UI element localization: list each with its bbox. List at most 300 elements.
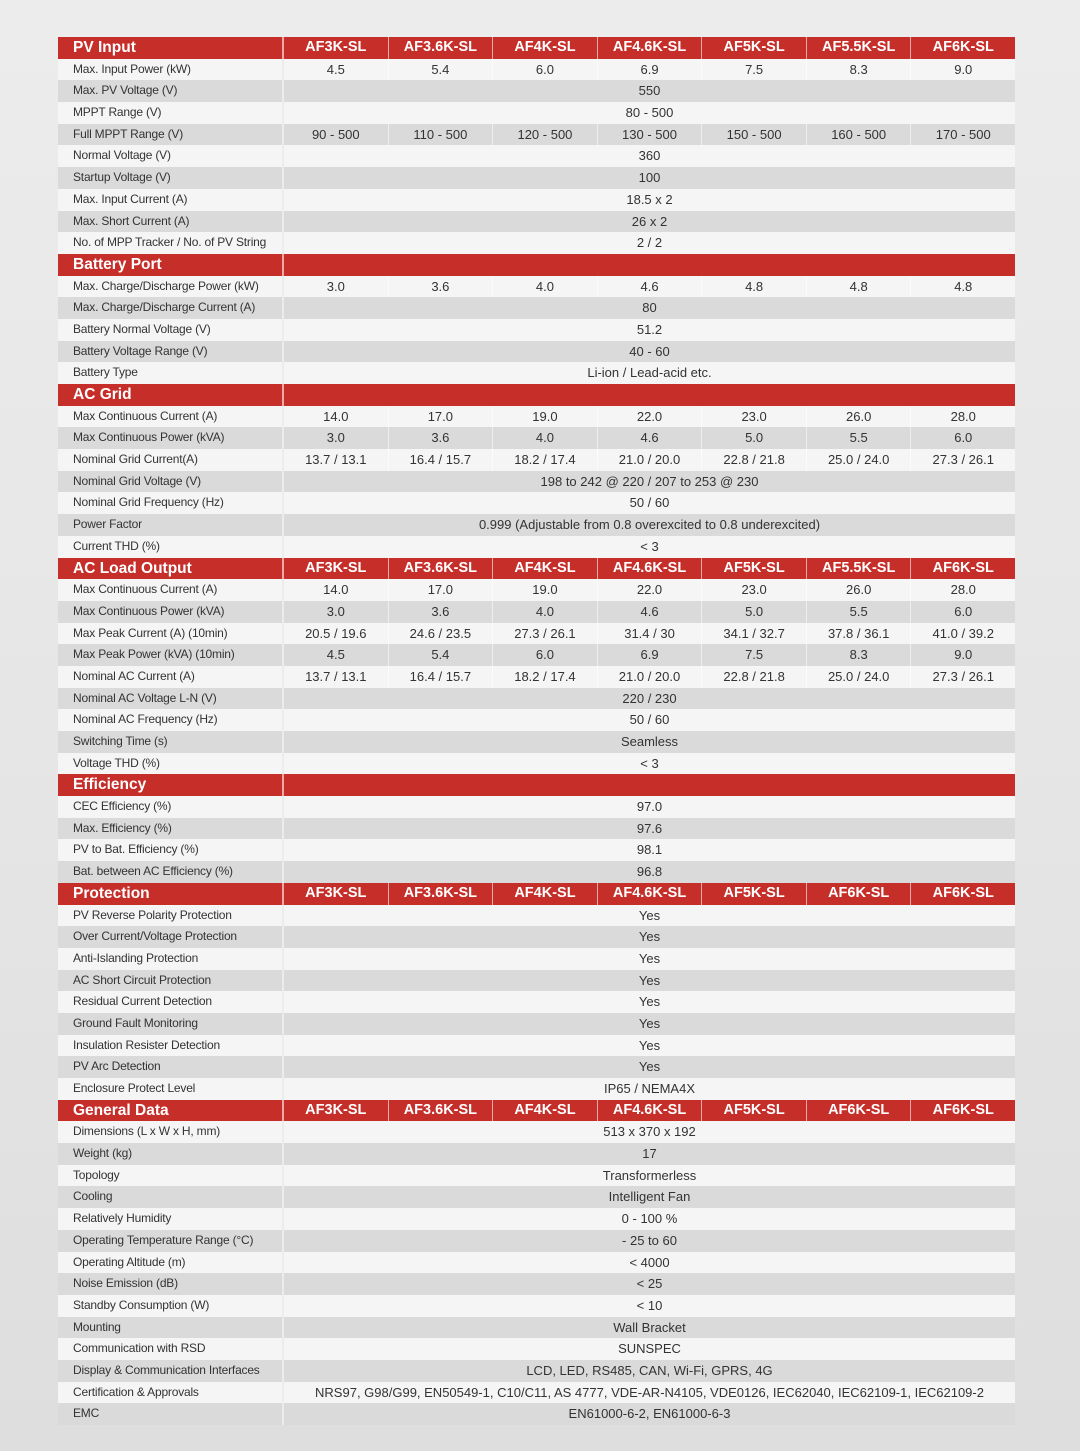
value-cell: 37.8 / 36.1 (807, 623, 912, 645)
shared-value: 40 - 60 (629, 343, 670, 359)
table-row (58, 796, 1015, 818)
table-row (58, 1078, 1015, 1100)
row-values (284, 145, 1015, 167)
value-cell: 18.2 / 17.4 (493, 666, 598, 688)
row-label: Max. Charge/Discharge Current (A) (58, 297, 284, 319)
value-cell: 120 - 500 (493, 124, 598, 146)
shared-value: 96.8 (636, 864, 663, 880)
model-header-cells (284, 384, 1015, 406)
row-label: Over Current/Voltage Protection (58, 926, 284, 948)
row-label: Nominal AC Current (A) (58, 666, 284, 688)
shared-value: LCD, LED, RS485, CAN, Wi-Fi, GPRS, 4G (526, 1362, 773, 1378)
value-cell: 22.0 (598, 406, 703, 428)
shared-value: < 25 (636, 1276, 663, 1292)
value-cell: 6.9 (598, 644, 703, 666)
row-label: EMC (58, 1403, 284, 1425)
table-row (58, 926, 1015, 948)
model-header-cells (284, 774, 1015, 796)
row-label: Relatively Humidity (58, 1208, 284, 1230)
value-cell: 4.5 (284, 59, 389, 81)
shared-value: 97.6 (636, 820, 663, 836)
value-cell: 4.8 (807, 276, 912, 298)
row-values (284, 839, 1015, 861)
value-cell: 34.1 / 32.7 (702, 623, 807, 645)
table-row (58, 1013, 1015, 1035)
row-label: Battery Type (58, 362, 284, 384)
shared-value: NRS97, G98/G99, EN50549-1, C10/C11, AS 4777, VDE-AR-N4105, VDE0126, IEC62040, IEC62109-1, IEC62109-2 (315, 1384, 984, 1400)
value-cell: 5.4 (389, 59, 494, 81)
row-label: PV Arc Detection (58, 1056, 284, 1078)
row-label: Nominal AC Frequency (Hz) (58, 709, 284, 731)
shared-value: 0 - 100 % (621, 1211, 678, 1227)
table-row (58, 1360, 1015, 1382)
value-cell: 150 - 500 (702, 124, 807, 146)
table-row (58, 189, 1015, 211)
value-cell: 4.6 (598, 601, 703, 623)
row-values (284, 492, 1015, 514)
row-values (284, 666, 1015, 688)
row-label: Normal Voltage (V) (58, 145, 284, 167)
model-name: AF5.5K-SL (807, 558, 912, 580)
row-values (284, 1121, 1015, 1143)
value-cell: 22.0 (598, 579, 703, 601)
table-row (58, 124, 1015, 146)
section-battery-port (58, 254, 1015, 384)
value-cell: 41.0 / 39.2 (932, 625, 994, 641)
model-name: AF6K-SL (807, 883, 912, 905)
table-row (58, 1403, 1015, 1425)
value-cell: 6.0 (954, 603, 973, 619)
row-label: Bat. between AC Efficiency (%) (58, 861, 284, 883)
row-label: Max Continuous Current (A) (58, 579, 284, 601)
section-general-data (58, 1100, 1015, 1425)
section-header (58, 774, 1015, 796)
section-title: Battery Port (58, 254, 284, 276)
value-cell: 170 - 500 (935, 126, 991, 142)
value-cell: 90 - 500 (284, 124, 389, 146)
shared-value: < 10 (636, 1297, 663, 1313)
table-row (58, 644, 1015, 666)
row-values (284, 1382, 1015, 1404)
section-title: PV Input (58, 37, 284, 59)
value-cell: 3.0 (284, 427, 389, 449)
model-name: AF4.6K-SL (598, 37, 703, 59)
row-label: Dimensions (L x W x H, mm) (58, 1121, 284, 1143)
shared-value: 98.1 (636, 842, 663, 858)
row-values (284, 449, 1015, 471)
model-header-cells (284, 37, 1015, 59)
value-cell: 4.0 (493, 276, 598, 298)
table-row (58, 666, 1015, 688)
table-row (58, 861, 1015, 883)
section-title: Protection (58, 883, 284, 905)
shared-value: 80 - 500 (625, 105, 674, 121)
row-label: Nominal AC Voltage L-N (V) (58, 688, 284, 710)
row-label: AC Short Circuit Protection (58, 970, 284, 992)
table-row (58, 427, 1015, 449)
row-values (284, 514, 1015, 536)
table-row (58, 1273, 1015, 1295)
value-cell: 28.0 (950, 408, 976, 424)
value-cell: 22.8 / 21.8 (702, 666, 807, 688)
value-cell: 6.0 (493, 644, 598, 666)
value-cell: 22.8 / 21.8 (702, 449, 807, 471)
row-label: Display & Communication Interfaces (58, 1360, 284, 1382)
section-title: AC Load Output (58, 558, 284, 580)
row-label: Certification & Approvals (58, 1382, 284, 1404)
table-row (58, 601, 1015, 623)
value-cell: 27.3 / 26.1 (932, 452, 994, 468)
row-label: Nominal Grid Frequency (Hz) (58, 492, 284, 514)
section-header (58, 1100, 1015, 1122)
shared-value: < 3 (640, 538, 659, 554)
row-values (284, 406, 1015, 428)
shared-value: Yes (638, 950, 661, 966)
table-row (58, 102, 1015, 124)
row-label: Mounting (58, 1317, 284, 1339)
model-name: AF5K-SL (702, 37, 807, 59)
value-cell: 14.0 (284, 579, 389, 601)
row-values (284, 1317, 1015, 1339)
table-row (58, 688, 1015, 710)
table-row (58, 991, 1015, 1013)
table-row (58, 1056, 1015, 1078)
model-name: AF4K-SL (493, 883, 598, 905)
row-label: Weight (kg) (58, 1143, 284, 1165)
row-label: Insulation Resister Detection (58, 1035, 284, 1057)
row-values (284, 1035, 1015, 1057)
value-cell: 8.3 (807, 644, 912, 666)
row-values (284, 102, 1015, 124)
value-cell: 160 - 500 (807, 124, 912, 146)
model-name: AF6K-SL (932, 39, 994, 55)
shared-value: Yes (638, 1015, 661, 1031)
row-values (284, 1360, 1015, 1382)
table-row (58, 59, 1015, 81)
shared-value: 51.2 (636, 321, 663, 337)
model-name: AF4.6K-SL (598, 1100, 703, 1122)
row-values (284, 970, 1015, 992)
table-row (58, 1382, 1015, 1404)
row-values (284, 796, 1015, 818)
model-header-cells (284, 1100, 1015, 1122)
section-header (58, 384, 1015, 406)
row-values (284, 623, 1015, 645)
value-cell: 16.4 / 15.7 (389, 666, 494, 688)
table-row (58, 1143, 1015, 1165)
row-values (284, 1273, 1015, 1295)
value-cell: 20.5 / 19.6 (284, 623, 389, 645)
value-cell: 23.0 (702, 406, 807, 428)
model-name: AF5K-SL (702, 883, 807, 905)
shared-value: < 3 (640, 755, 659, 771)
row-values (284, 297, 1015, 319)
row-label: Max. Efficiency (%) (58, 818, 284, 840)
shared-value: 0.999 (Adjustable from 0.8 overexcited to 0.8 underexcited) (478, 517, 821, 533)
value-cell: 26.0 (807, 579, 912, 601)
row-label: Max. Input Current (A) (58, 189, 284, 211)
section-header (58, 883, 1015, 905)
row-values (284, 926, 1015, 948)
model-name: AF3.6K-SL (389, 37, 494, 59)
table-row (58, 1165, 1015, 1187)
shared-value: Li-ion / Lead-acid etc. (587, 365, 712, 381)
model-name: AF3.6K-SL (389, 558, 494, 580)
value-cell: 21.0 / 20.0 (598, 449, 703, 471)
model-name: AF4.6K-SL (598, 558, 703, 580)
table-row (58, 492, 1015, 514)
model-name: AF5K-SL (702, 1100, 807, 1122)
row-values (284, 861, 1015, 883)
row-values (284, 59, 1015, 81)
value-cell: 5.5 (807, 427, 912, 449)
table-row (58, 1252, 1015, 1274)
shared-value: 50 / 60 (629, 495, 670, 511)
shared-value: 100 (638, 170, 661, 186)
row-values (284, 991, 1015, 1013)
section-header (58, 37, 1015, 59)
row-values (284, 211, 1015, 233)
table-row (58, 1295, 1015, 1317)
row-label: Startup Voltage (V) (58, 167, 284, 189)
shared-value: IP65 / NEMA4X (603, 1081, 696, 1096)
row-label: Max Peak Current (A) (10min) (58, 623, 284, 645)
value-cell: 26.0 (807, 406, 912, 428)
row-values (284, 189, 1015, 211)
row-values (284, 579, 1015, 601)
shared-value: 198 to 242 @ 220 / 207 to 253 @ 230 (540, 473, 759, 489)
value-cell: 3.6 (389, 276, 494, 298)
model-name: AF5.5K-SL (807, 37, 912, 59)
table-row (58, 514, 1015, 536)
table-row (58, 1186, 1015, 1208)
spec-table (58, 37, 1015, 1425)
shared-value: 220 / 230 (622, 690, 677, 706)
row-values (284, 688, 1015, 710)
table-row (58, 818, 1015, 840)
table-row (58, 276, 1015, 298)
model-name: AF4.6K-SL (598, 883, 703, 905)
row-values (284, 1078, 1015, 1100)
shared-value: < 4000 (629, 1254, 670, 1270)
table-row (58, 536, 1015, 558)
table-row (58, 319, 1015, 341)
table-row (58, 905, 1015, 927)
section-header (58, 254, 1015, 276)
model-header-cells (284, 883, 1015, 905)
value-cell: 21.0 / 20.0 (598, 666, 703, 688)
section-ac-grid (58, 384, 1015, 558)
shared-value: Seamless (620, 734, 679, 749)
value-cell: 25.0 / 24.0 (807, 666, 912, 688)
value-cell: 19.0 (493, 406, 598, 428)
row-label: Nominal Grid Voltage (V) (58, 471, 284, 493)
shared-value: Yes (638, 972, 661, 988)
value-cell: 9.0 (954, 61, 973, 77)
row-values (284, 1208, 1015, 1230)
model-name: AF3K-SL (284, 1100, 389, 1122)
value-cell: 4.5 (284, 644, 389, 666)
shared-value: EN61000-6-2, EN61000-6-3 (568, 1406, 731, 1422)
model-name: AF4K-SL (493, 1100, 598, 1122)
row-label: No. of MPP Tracker / No. of PV String (58, 232, 284, 254)
value-cell: 31.4 / 30 (598, 623, 703, 645)
row-values (284, 1230, 1015, 1252)
value-cell: 7.5 (702, 644, 807, 666)
value-cell: 6.0 (954, 430, 973, 446)
value-cell: 25.0 / 24.0 (807, 449, 912, 471)
table-row (58, 839, 1015, 861)
row-label: Max Continuous Power (kVA) (58, 601, 284, 623)
shared-value: 50 / 60 (629, 712, 670, 728)
row-values (284, 1013, 1015, 1035)
row-label: PV Reverse Polarity Protection (58, 905, 284, 927)
row-label: Operating Temperature Range (°C) (58, 1230, 284, 1252)
value-cell: 3.6 (389, 601, 494, 623)
table-row (58, 1121, 1015, 1143)
value-cell: 4.0 (493, 427, 598, 449)
value-cell: 17.0 (389, 579, 494, 601)
row-values (284, 1056, 1015, 1078)
shared-value: 513 x 370 x 192 (603, 1124, 696, 1140)
row-values (284, 124, 1015, 146)
value-cell: 9.0 (954, 647, 973, 663)
section-protection (58, 883, 1015, 1100)
table-row (58, 341, 1015, 363)
row-label: Power Factor (58, 514, 284, 536)
value-cell: 19.0 (493, 579, 598, 601)
row-values (284, 818, 1015, 840)
section-ac-load-output (58, 558, 1015, 775)
row-label: Operating Altitude (m) (58, 1252, 284, 1274)
row-values (284, 601, 1015, 623)
value-cell: 23.0 (702, 579, 807, 601)
table-row (58, 145, 1015, 167)
row-label: Max. Charge/Discharge Power (kW) (58, 276, 284, 298)
row-values (284, 1403, 1015, 1425)
model-name: AF6K-SL (932, 1101, 994, 1118)
row-label: Ground Fault Monitoring (58, 1013, 284, 1035)
value-cell: 5.0 (702, 601, 807, 623)
row-values (284, 167, 1015, 189)
value-cell: 28.0 (950, 582, 976, 598)
row-label: Full MPPT Range (V) (58, 124, 284, 146)
row-label: Max. Input Power (kW) (58, 59, 284, 81)
shared-value: Yes (638, 907, 661, 923)
value-cell: 8.3 (807, 59, 912, 81)
table-row (58, 297, 1015, 319)
row-values (284, 1165, 1015, 1187)
shared-value: 80 (642, 300, 657, 316)
table-row (58, 970, 1015, 992)
section-title: AC Grid (58, 384, 284, 406)
table-row (58, 1208, 1015, 1230)
shared-value: Intelligent Fan (608, 1189, 691, 1205)
row-values (284, 948, 1015, 970)
shared-value: 26 x 2 (631, 213, 668, 229)
row-values (284, 644, 1015, 666)
row-label: CEC Efficiency (%) (58, 796, 284, 818)
table-row (58, 362, 1015, 384)
row-values (284, 276, 1015, 298)
model-name: AF6K-SL (807, 1100, 912, 1122)
row-label: Max Peak Power (kVA) (10min) (58, 644, 284, 666)
model-name: AF4K-SL (493, 37, 598, 59)
value-cell: 27.3 / 26.1 (932, 668, 994, 684)
table-row (58, 579, 1015, 601)
row-label: Noise Emission (dB) (58, 1273, 284, 1295)
row-values (284, 1186, 1015, 1208)
model-name: AF5K-SL (702, 558, 807, 580)
value-cell: 4.0 (493, 601, 598, 623)
model-name: AF3K-SL (284, 558, 389, 580)
table-row (58, 211, 1015, 233)
table-row (58, 731, 1015, 753)
row-label: Max Continuous Power (kVA) (58, 427, 284, 449)
row-label: Battery Normal Voltage (V) (58, 319, 284, 341)
row-label: Enclosure Protect Level (58, 1078, 284, 1100)
row-label: Battery Voltage Range (V) (58, 341, 284, 363)
shared-value: Wall Bracket (613, 1319, 686, 1335)
table-row (58, 449, 1015, 471)
shared-value: Transformerless (602, 1167, 697, 1183)
row-values (284, 753, 1015, 775)
row-values (284, 731, 1015, 753)
value-cell: 5.0 (702, 427, 807, 449)
section-title: Efficiency (58, 774, 284, 796)
row-label: Switching Time (s) (58, 731, 284, 753)
row-values (284, 471, 1015, 493)
value-cell: 24.6 / 23.5 (389, 623, 494, 645)
value-cell: 3.6 (389, 427, 494, 449)
shared-value: Yes (638, 1037, 661, 1053)
shared-value: - 25 to 60 (622, 1232, 677, 1248)
model-name: AF3K-SL (284, 883, 389, 905)
value-cell: 7.5 (702, 59, 807, 81)
row-label: Voltage THD (%) (58, 753, 284, 775)
section-title: General Data (58, 1100, 284, 1122)
row-label: Max. PV Voltage (V) (58, 80, 284, 102)
value-cell: 16.4 / 15.7 (389, 449, 494, 471)
section-efficiency (58, 774, 1015, 882)
model-header-cells (284, 254, 1015, 276)
value-cell: 3.0 (284, 276, 389, 298)
row-values (284, 427, 1015, 449)
table-row (58, 709, 1015, 731)
model-name: AF6K-SL (932, 884, 994, 901)
value-cell: 6.9 (598, 59, 703, 81)
row-label: MPPT Range (V) (58, 102, 284, 124)
table-row (58, 1317, 1015, 1339)
value-cell: 5.5 (807, 601, 912, 623)
value-cell: 5.4 (389, 644, 494, 666)
value-cell: 17.0 (389, 406, 494, 428)
section-header (58, 558, 1015, 580)
value-cell: 4.6 (598, 427, 703, 449)
value-cell: 18.2 / 17.4 (493, 449, 598, 471)
row-values (284, 341, 1015, 363)
row-label: Anti-Islanding Protection (58, 948, 284, 970)
model-name: AF4K-SL (493, 558, 598, 580)
table-row (58, 406, 1015, 428)
table-row (58, 471, 1015, 493)
row-values (284, 905, 1015, 927)
row-label: Nominal Grid Current(A) (58, 449, 284, 471)
table-row (58, 753, 1015, 775)
row-values (284, 709, 1015, 731)
row-label: Max Continuous Current (A) (58, 406, 284, 428)
value-cell: 13.7 / 13.1 (284, 666, 389, 688)
